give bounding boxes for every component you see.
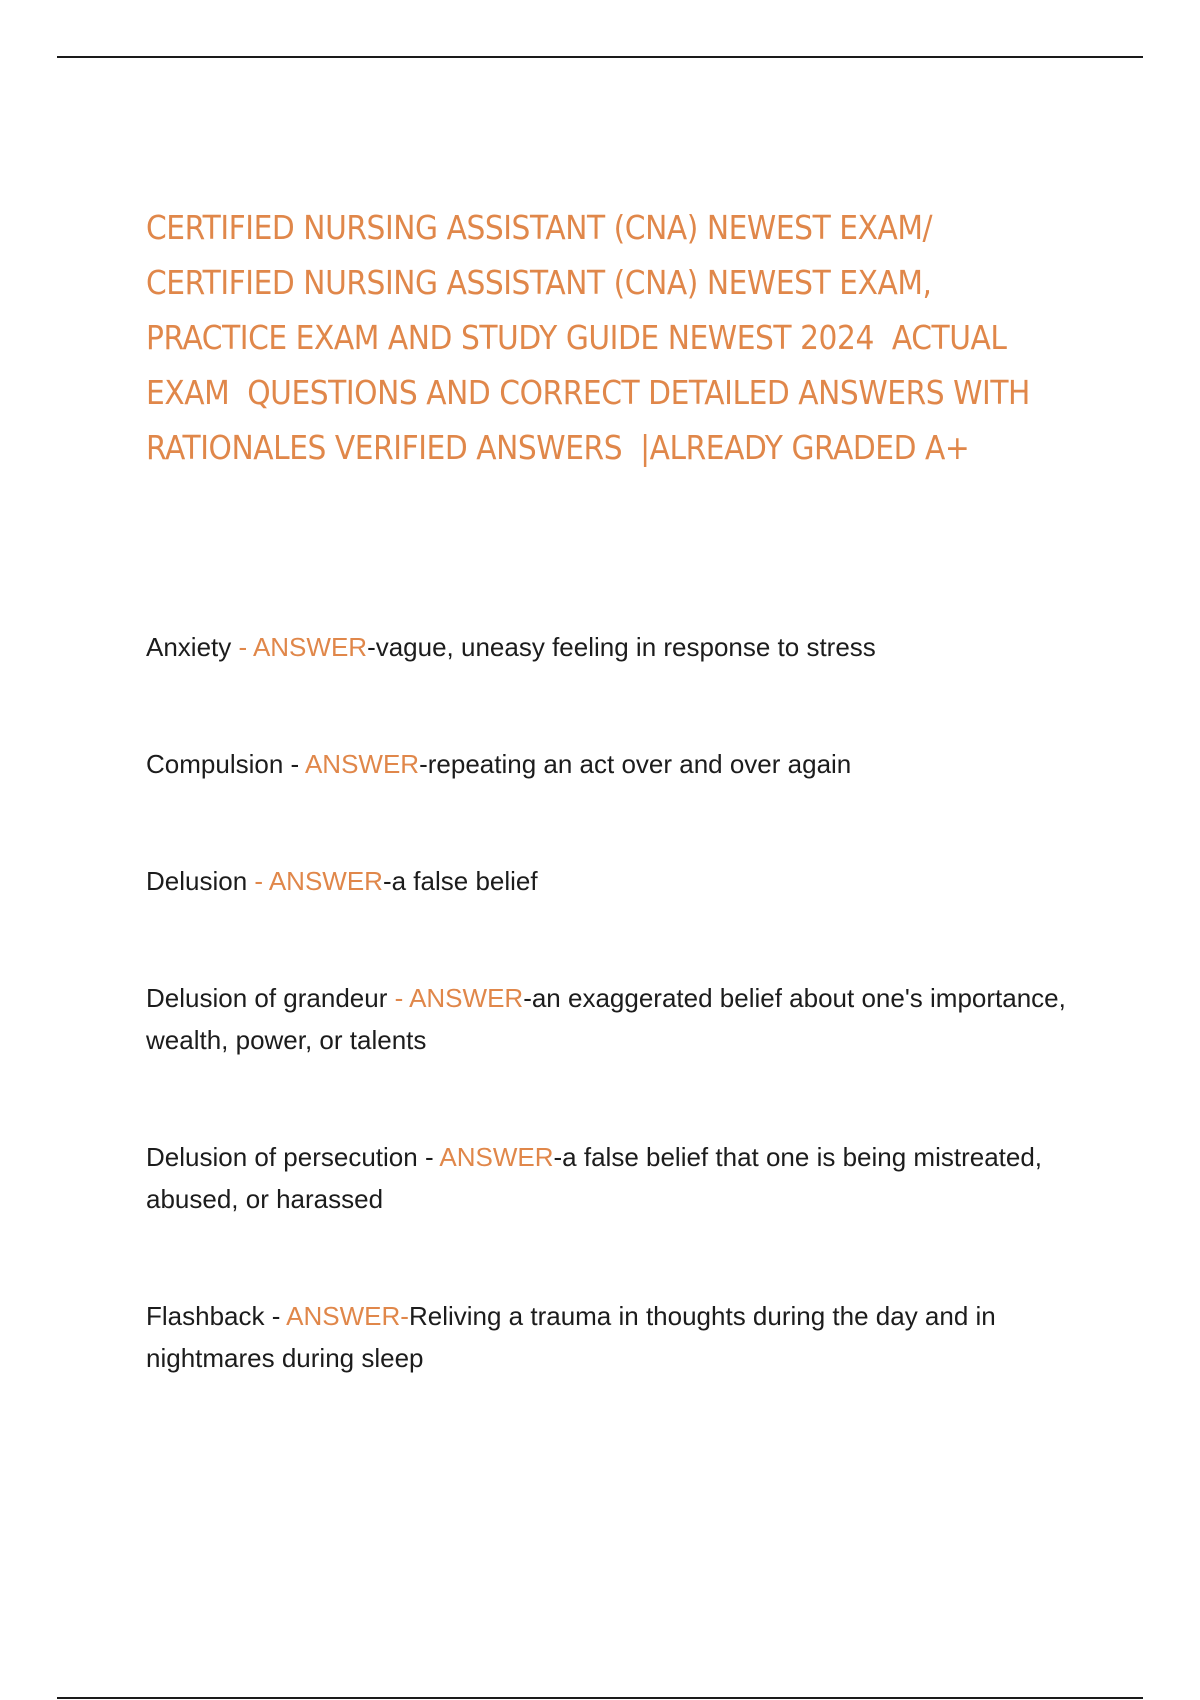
entry-separator: - (283, 749, 305, 779)
entry-definition: Reliving a trauma in thoughts during the day and in nightmares during sleep (146, 1301, 996, 1373)
entry-term: Delusion (146, 866, 248, 896)
qa-entry-delusion-of-grandeur (146, 977, 1096, 1061)
entry-term: Flashback (146, 1301, 265, 1331)
entry-separator: - (417, 1142, 440, 1172)
entry-term: Compulsion (146, 749, 284, 779)
answer-label: ANSWER- (286, 1301, 409, 1331)
qa-list (146, 626, 1096, 1379)
title-line: RATIONALES VERIFIED ANSWERS |ALREADY GRADED A+ (146, 428, 970, 467)
title-line: CERTIFIED NURSING ASSISTANT (CNA) NEWEST EXAM/ (146, 208, 933, 247)
entry-term: Delusion of persecution (146, 1142, 418, 1172)
answer-label: ANSWER (439, 1142, 554, 1172)
qa-entry-delusion-of-persecution (146, 1136, 1096, 1220)
document-title (146, 200, 1066, 475)
entry-term: Delusion of grandeur (146, 983, 388, 1013)
title-line: PRACTICE EXAM AND STUDY GUIDE NEWEST 2024 ACTUAL (146, 318, 1007, 357)
entry-definition: -repeating an act over and over again (419, 749, 852, 779)
qa-entry-anxiety (146, 626, 1096, 668)
bottom-rule (57, 1697, 1143, 1699)
title-line: CERTIFIED NURSING ASSISTANT (CNA) NEWEST EXAM, (146, 263, 932, 302)
answer-label: ANSWER (268, 866, 383, 896)
qa-entry-delusion (146, 860, 1096, 902)
entry-separator: - (231, 632, 253, 662)
title-line: EXAM QUESTIONS AND CORRECT DETAILED ANSWERS WITH (146, 373, 1030, 412)
top-rule (57, 56, 1143, 58)
entry-definition: -a false belief that one is being mistreated, abused, or harassed (146, 1142, 1043, 1214)
entry-separator: - (247, 866, 269, 896)
answer-label: ANSWER (304, 749, 420, 779)
entry-separator: - (387, 983, 410, 1013)
entry-separator: - (264, 1301, 287, 1331)
qa-entry-compulsion (146, 743, 1096, 785)
answer-label: ANSWER (252, 632, 368, 662)
entry-definition: -a false belief (382, 866, 538, 896)
qa-entry-flashback (146, 1295, 1096, 1379)
entry-definition: -vague, uneasy feeling in response to stress (367, 632, 876, 662)
entry-definition: -an exaggerated belief about one's importance, wealth, power, or talents (146, 983, 1066, 1055)
entry-term: Anxiety (146, 632, 232, 662)
answer-label: ANSWER (409, 983, 524, 1013)
